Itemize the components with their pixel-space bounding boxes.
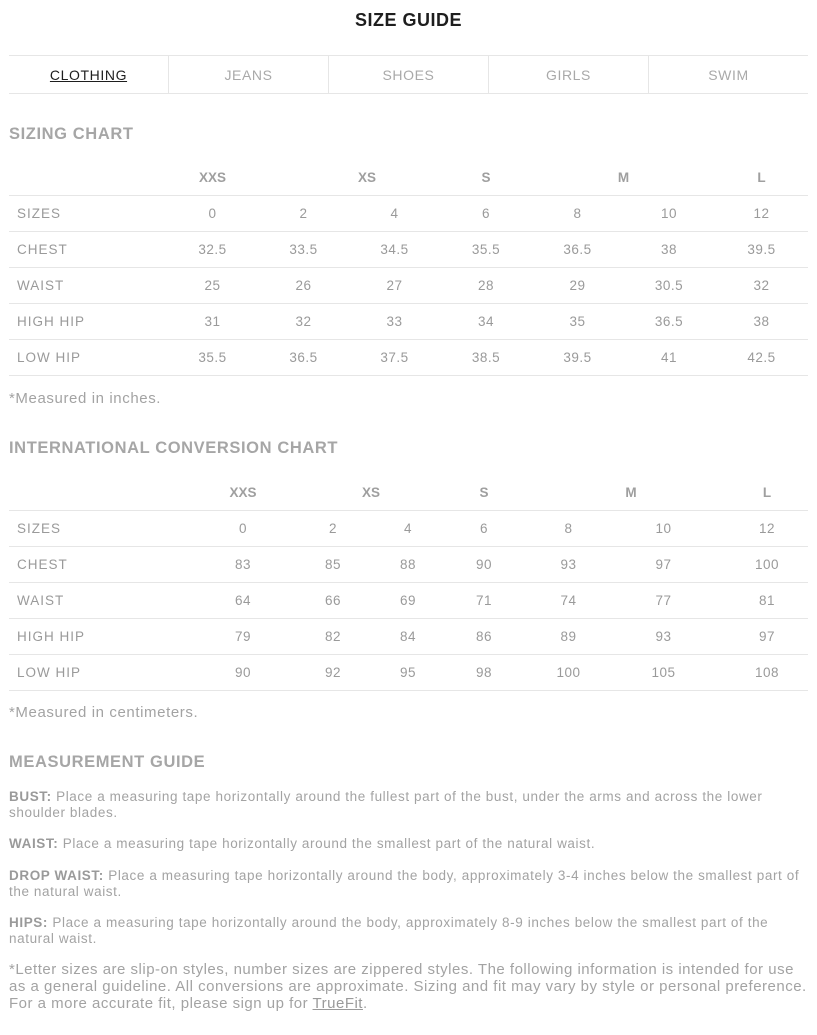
disclaimer-text: *Letter sizes are slip-on styles, number sizes are zippered styles. The following information is intended for use as a general guideline. All conversions are approximate. Sizing and fit may vary by style or personal preference. For a more accurate fit, please sign up for — [9, 961, 807, 1012]
table-row — [9, 196, 808, 232]
table-cell: 105 — [601, 655, 726, 691]
table-cell: 92 — [282, 655, 384, 691]
table-cell: 85 — [282, 547, 384, 583]
table-cell: 90 — [204, 655, 282, 691]
table-cell: 2 — [282, 511, 384, 547]
header-cell — [9, 474, 204, 511]
guide-item-drop-waist — [9, 868, 809, 899]
page-title: SIZE GUIDE — [354, 10, 462, 30]
table-cell: 79 — [204, 619, 282, 655]
size-guide-tabs — [9, 55, 808, 94]
table-cell: 88 — [384, 547, 432, 583]
table-cell: 35.5 — [167, 340, 258, 376]
table-row — [9, 232, 808, 268]
guide-item-waist — [9, 836, 809, 852]
header-cell-xxs: XXS — [167, 159, 258, 196]
guide-term: WAIST: — [9, 836, 59, 851]
guide-item-bust — [9, 789, 809, 820]
row-label: WAIST — [9, 268, 167, 304]
table-cell: 97 — [601, 547, 726, 583]
tab-clothing[interactable]: CLOTHING — [49, 66, 128, 83]
header-cell-s: S — [440, 159, 532, 196]
table-row — [9, 547, 808, 583]
table-cell: 30.5 — [623, 268, 715, 304]
table-cell: 89 — [536, 619, 601, 655]
header-cell-s: S — [432, 474, 536, 511]
table-cell: 66 — [282, 583, 384, 619]
header-cell-l: L — [715, 159, 808, 196]
tab-girls[interactable]: GIRLS — [488, 56, 648, 93]
sizing-chart-note: *Measured in inches. — [9, 390, 162, 407]
conversion-chart-title: INTERNATIONAL CONVERSION CHART — [9, 439, 339, 457]
conversion-chart-note: *Measured in centimeters. — [9, 704, 199, 721]
table-cell: 98 — [432, 655, 536, 691]
table-cell: 42.5 — [715, 340, 808, 376]
table-header-row — [9, 159, 808, 196]
table-cell: 4 — [349, 196, 440, 232]
row-label: WAIST — [9, 583, 204, 619]
tab-swim[interactable]: SWIM — [648, 56, 808, 93]
table-cell: 31 — [167, 304, 258, 340]
table-cell: 90 — [432, 547, 536, 583]
table-cell: 34.5 — [349, 232, 440, 268]
table-cell: 6 — [432, 511, 536, 547]
row-label: LOW HIP — [9, 655, 204, 691]
measurement-guide-title: MEASUREMENT GUIDE — [9, 753, 206, 771]
table-header-row — [9, 474, 808, 511]
table-cell: 86 — [432, 619, 536, 655]
table-cell: 25 — [167, 268, 258, 304]
table-cell: 0 — [167, 196, 258, 232]
table-cell: 35 — [532, 304, 623, 340]
table-cell: 33 — [349, 304, 440, 340]
guide-text: Place a measuring tape horizontally around the fullest part of the bust, under the arms and across the lower shoulder blades. — [9, 789, 763, 820]
guide-term: BUST: — [9, 789, 52, 804]
table-cell: 36.5 — [623, 304, 715, 340]
table-cell: 12 — [715, 196, 808, 232]
sizing-chart-table — [9, 159, 808, 376]
table-cell: 36.5 — [258, 340, 349, 376]
table-cell: 29 — [532, 268, 623, 304]
table-cell: 33.5 — [258, 232, 349, 268]
table-cell: 4 — [384, 511, 432, 547]
header-cell-l: L — [726, 474, 808, 511]
table-cell: 69 — [384, 583, 432, 619]
table-row — [9, 511, 808, 547]
table-cell: 97 — [726, 619, 808, 655]
table-row — [9, 268, 808, 304]
guide-term: DROP WAIST: — [9, 868, 104, 883]
table-cell: 93 — [536, 547, 601, 583]
guide-term: HIPS: — [9, 915, 49, 930]
table-cell: 39.5 — [532, 340, 623, 376]
table-cell: 8 — [532, 196, 623, 232]
table-cell: 32 — [715, 268, 808, 304]
table-cell: 64 — [204, 583, 282, 619]
row-label: SIZES — [9, 511, 204, 547]
table-cell: 27 — [349, 268, 440, 304]
tab-shoes[interactable]: SHOES — [328, 56, 488, 93]
conversion-chart-table — [9, 474, 808, 691]
table-cell: 26 — [258, 268, 349, 304]
table-cell: 2 — [258, 196, 349, 232]
row-label: HIGH HIP — [9, 619, 204, 655]
header-cell-xs: XS — [282, 474, 432, 511]
table-cell: 84 — [384, 619, 432, 655]
table-cell: 38 — [715, 304, 808, 340]
row-label: CHEST — [9, 232, 167, 268]
table-cell: 81 — [726, 583, 808, 619]
table-cell: 108 — [726, 655, 808, 691]
guide-text: Place a measuring tape horizontally around the smallest part of the natural waist. — [58, 836, 596, 851]
table-cell: 38.5 — [440, 340, 532, 376]
tab-jeans[interactable]: JEANS — [168, 56, 328, 93]
table-cell: 37.5 — [349, 340, 440, 376]
disclaimer-end: . — [362, 995, 368, 1012]
table-cell: 100 — [726, 547, 808, 583]
truefit-link[interactable]: TrueFit — [312, 995, 363, 1012]
table-row — [9, 583, 808, 619]
table-cell: 12 — [726, 511, 808, 547]
header-cell-m: M — [536, 474, 726, 511]
row-label: SIZES — [9, 196, 167, 232]
table-cell: 34 — [440, 304, 532, 340]
guide-item-hips — [9, 915, 809, 946]
table-cell: 10 — [623, 196, 715, 232]
table-cell: 74 — [536, 583, 601, 619]
table-cell: 83 — [204, 547, 282, 583]
header-cell-xs: XS — [258, 159, 440, 196]
table-row — [9, 304, 808, 340]
table-row — [9, 619, 808, 655]
table-cell: 10 — [601, 511, 726, 547]
sizing-disclaimer — [9, 961, 811, 1012]
table-cell: 36.5 — [532, 232, 623, 268]
row-label: HIGH HIP — [9, 304, 167, 340]
header-cell-m: M — [532, 159, 715, 196]
table-cell: 32 — [258, 304, 349, 340]
table-cell: 82 — [282, 619, 384, 655]
table-cell: 71 — [432, 583, 536, 619]
guide-text: Place a measuring tape horizontally around the body, approximately 3-4 inches below the smallest part of the natural waist. — [9, 868, 800, 899]
table-cell: 77 — [601, 583, 726, 619]
table-cell: 6 — [440, 196, 532, 232]
table-cell: 39.5 — [715, 232, 808, 268]
table-cell: 93 — [601, 619, 726, 655]
table-cell: 32.5 — [167, 232, 258, 268]
table-row — [9, 340, 808, 376]
table-row — [9, 655, 808, 691]
header-cell — [9, 159, 167, 196]
table-cell: 38 — [623, 232, 715, 268]
table-cell: 100 — [536, 655, 601, 691]
table-cell: 95 — [384, 655, 432, 691]
guide-text: Place a measuring tape horizontally around the body, approximately 8-9 inches below the smallest part of the natural waist. — [9, 915, 769, 946]
header-cell-xxs: XXS — [204, 474, 282, 511]
table-cell: 0 — [204, 511, 282, 547]
table-cell: 8 — [536, 511, 601, 547]
table-cell: 28 — [440, 268, 532, 304]
row-label: LOW HIP — [9, 340, 167, 376]
row-label: CHEST — [9, 547, 204, 583]
sizing-chart-title: SIZING CHART — [9, 125, 134, 143]
table-cell: 35.5 — [440, 232, 532, 268]
table-cell: 41 — [623, 340, 715, 376]
